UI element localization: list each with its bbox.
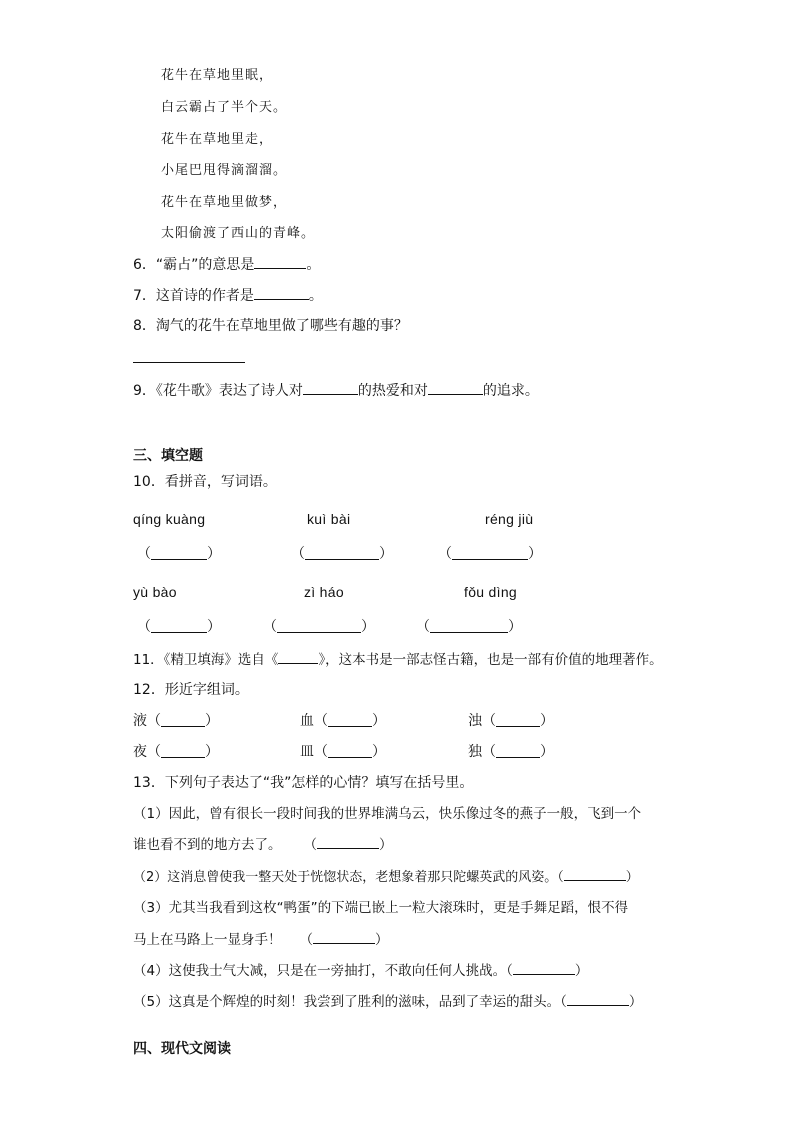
char-group-3 <box>468 711 554 731</box>
open-paren: （ <box>303 837 317 853</box>
question-7-end: 。 <box>308 288 323 304</box>
q13-sentence-2 <box>133 866 639 888</box>
answer-blank[interactable] <box>305 545 379 560</box>
close-paren: ） <box>508 619 522 635</box>
close-paren: ） <box>375 932 389 948</box>
answer-blank[interactable] <box>513 960 575 975</box>
char-label: 液 <box>133 713 147 729</box>
answer-blank[interactable] <box>151 545 207 560</box>
close-paren: ） <box>372 744 386 760</box>
open-paren: （ <box>147 744 161 760</box>
char-group-5 <box>300 742 386 762</box>
pinyin-2-answer[interactable] <box>291 544 393 564</box>
q13-sentence-1-line-1: （1）因此，曾有很长一段时间我的世界堆满乌云，快乐像过冬的燕子一般，飞到一个 <box>133 806 642 822</box>
question-7 <box>133 285 323 306</box>
q13-sentence-4 <box>133 960 588 981</box>
question-9-end: 的追求。 <box>482 383 539 399</box>
question-13: 13．下列句子表达了“我”怎样的心情？填写在括号里。 <box>133 775 474 791</box>
answer-blank[interactable] <box>161 743 205 758</box>
poem-line-5: 花牛在草地里做梦， <box>161 195 288 210</box>
answer-blank[interactable] <box>277 618 361 633</box>
close-paren: ） <box>207 619 221 635</box>
question-6-end: 。 <box>306 257 321 273</box>
q13-sentence-5 <box>133 991 642 1012</box>
answer-blank[interactable] <box>328 712 372 727</box>
question-7-text: 7．这首诗的作者是 <box>133 288 254 304</box>
close-paren: ） <box>540 713 554 729</box>
close-paren: ） <box>574 963 589 979</box>
question-11-text: 11．《精卫填海》选自《 <box>133 652 279 668</box>
answer-blank[interactable] <box>161 712 205 727</box>
q13-sentence-3-line-2 <box>133 929 389 950</box>
answer-blank[interactable] <box>567 991 629 1006</box>
question-9-blank-2[interactable] <box>428 380 483 395</box>
close-paren: ） <box>528 546 542 562</box>
pinyin-1: qíng kuàng <box>133 511 206 527</box>
pinyin-2: kuì bài <box>307 511 351 527</box>
open-paren: （ <box>416 619 430 635</box>
char-label: 浊 <box>468 713 482 729</box>
answer-blank[interactable] <box>452 545 528 560</box>
poem-line-1: 花牛在草地里眠， <box>161 68 274 83</box>
char-group-1 <box>133 711 219 731</box>
poem-line-4: 小尾巴甩得滴溜溜。 <box>161 163 288 178</box>
question-12: 12．形近字组词。 <box>133 682 249 698</box>
char-label: 皿 <box>300 744 314 760</box>
open-paren: （ <box>263 619 277 635</box>
close-paren: ） <box>207 546 221 562</box>
sentence-text: 马上在马路上一显身手！ <box>133 932 282 948</box>
sentence-text: （4）这使我士气大减，只是在一旁抽打，不敢向任何人挑战。 <box>133 963 507 979</box>
answer-blank[interactable] <box>564 866 626 881</box>
open-paren: （ <box>147 713 161 729</box>
pinyin-6: fǒu dìng <box>464 584 517 600</box>
q13-sentence-3-line-1: （3）尤其当我看到这枚“鸭蛋”的下端已嵌上一粒大滚珠时，更是手舞足蹈，恨不得 <box>133 900 629 916</box>
sentence-text: （2）这消息曾使我一整天处于恍惚状态，老想象着那只陀螺英武的风姿。 <box>133 870 558 885</box>
question-9-text: 9．《花牛歌》表达了诗人对 <box>133 383 303 399</box>
section-3-title: 三、填空题 <box>133 448 203 464</box>
close-paren: ） <box>379 837 393 853</box>
open-paren: （ <box>137 546 151 562</box>
open-paren: （ <box>482 713 496 729</box>
char-label: 血 <box>300 713 314 729</box>
question-8: 8．淘气的花牛在草地里做了哪些有趣的事？ <box>133 318 408 334</box>
open-paren: （ <box>299 932 313 948</box>
open-paren: （ <box>557 870 564 885</box>
answer-blank[interactable] <box>496 743 540 758</box>
sentence-text: （5）这真是个辉煌的时刻！我尝到了胜利的滋味，品到了幸运的甜头。 <box>133 994 561 1010</box>
open-paren: （ <box>560 994 567 1010</box>
answer-blank[interactable] <box>317 834 379 849</box>
close-paren: ） <box>628 994 643 1010</box>
question-9-blank-1[interactable] <box>303 380 358 395</box>
answer-blank[interactable] <box>328 743 372 758</box>
close-paren: ） <box>205 744 219 760</box>
pinyin-5: zì háo <box>304 584 344 600</box>
question-9 <box>133 380 539 401</box>
answer-blank[interactable] <box>151 618 207 633</box>
char-label: 独 <box>468 744 482 760</box>
pinyin-3-answer[interactable] <box>438 544 542 564</box>
answer-blank[interactable] <box>496 712 540 727</box>
pinyin-5-answer[interactable] <box>263 617 375 637</box>
close-paren: ） <box>361 619 375 635</box>
char-label: 夜 <box>133 744 147 760</box>
q13-sentence-1-line-2 <box>133 834 393 855</box>
answer-blank[interactable] <box>313 929 375 944</box>
pinyin-4-answer[interactable] <box>137 617 221 637</box>
open-paren: （ <box>137 619 151 635</box>
question-7-blank[interactable] <box>254 285 309 300</box>
close-paren: ） <box>379 546 393 562</box>
close-paren: ） <box>625 870 639 885</box>
char-group-4 <box>133 742 219 762</box>
question-10: 10．看拼音，写词语。 <box>133 474 277 490</box>
section-4-title: 四、现代文阅读 <box>133 1041 231 1057</box>
open-paren: （ <box>291 546 305 562</box>
close-paren: ） <box>372 713 386 729</box>
poem-line-3: 花牛在草地里走， <box>161 132 274 147</box>
question-6 <box>133 254 320 275</box>
pinyin-6-answer[interactable] <box>416 617 522 637</box>
question-11 <box>133 649 663 670</box>
question-11-blank[interactable] <box>278 649 318 664</box>
question-6-text: 6．“霸占”的意思是 <box>133 257 255 273</box>
sentence-text: 谁也看不到的地方去了。 <box>133 837 282 853</box>
open-paren: （ <box>482 744 496 760</box>
open-paren: （ <box>314 713 328 729</box>
close-paren: ） <box>205 713 219 729</box>
pinyin-4: yù bào <box>133 584 177 600</box>
open-paren: （ <box>314 744 328 760</box>
poem-line-2: 白云霸占了半个天。 <box>161 100 288 115</box>
open-paren: （ <box>438 546 452 562</box>
poem-line-6: 太阳偷渡了西山的青峰。 <box>161 226 316 241</box>
close-paren: ） <box>540 744 554 760</box>
pinyin-1-answer[interactable] <box>137 544 221 564</box>
char-group-2 <box>300 711 386 731</box>
answer-blank[interactable] <box>430 618 508 633</box>
question-6-blank[interactable] <box>254 254 306 269</box>
question-9-mid: 的热爱和对 <box>357 383 428 399</box>
question-8-answer-line[interactable] <box>133 362 245 363</box>
char-group-6 <box>468 742 554 762</box>
open-paren: （ <box>506 963 513 979</box>
pinyin-3: réng jiù <box>485 511 534 527</box>
question-11-rest: 》，这本书是一部志怪古籍，也是一部有价值的地理著作。 <box>318 652 663 668</box>
